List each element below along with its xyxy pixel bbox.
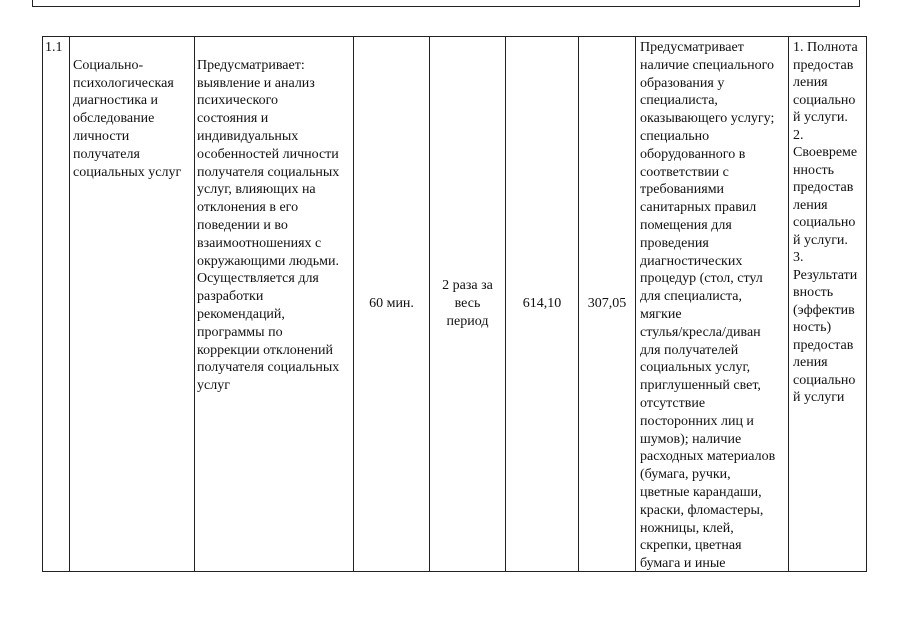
price-cell	[506, 37, 579, 571]
conditions-text: Предусматривает наличие специального образования у специалиста, оказывающего услугу; специально оборудованного в соответствии с требованиями санитарных правил помещения для проведения диагностических процедур (стол, стул для специалиста, мягкие стулья/кресла/диван для получателей социальных услуг, приглушенный свет, отсутствие посторонних лиц и шумов); наличие расходных материалов (бумага, ручки, цветные карандаши, краски, фломастеры, ножницы, клей, скрепки, цветная бумага и иные	[640, 40, 776, 571]
frequency-text: 2 раза за весь период	[442, 278, 493, 329]
indicators-cell	[789, 37, 866, 571]
service-name-cell	[69, 37, 195, 571]
indicators-text: 1. Полнота предостав ления социально й услуги. 2. Своевреме нность предостав ления социально й услуги. 3. Результати вность (эффектив ность) предостав ления социально й услуги	[793, 40, 858, 405]
price-text: 614,10	[522, 296, 562, 312]
table-row	[42, 36, 867, 572]
row-number-text: 1.1	[45, 40, 63, 55]
cost-text: 307,05	[587, 296, 627, 312]
duration-cell	[354, 37, 430, 571]
cost-cell	[579, 37, 636, 571]
service-description-cell	[194, 37, 354, 571]
frequency-cell	[430, 37, 506, 571]
duration-text: 60 мин.	[369, 296, 414, 312]
service-description-text: Предусматривает: выявление и анализ психического состояния и индивидуальных особенностей личности получателя социальных услуг, влияющих на отклонения в его поведении и во взаимоотношениях с окружающими людьми. Осуществляется для разработки рекомендаций, программы по коррекции отклонений получателя социальных услуг	[197, 57, 340, 394]
row-number	[43, 37, 68, 571]
conditions-cell	[636, 37, 789, 571]
table-top-border	[32, 0, 860, 7]
service-name-text: Социально- психологическая диагностика и обследование личности получателя социальных услуг	[73, 57, 182, 180]
